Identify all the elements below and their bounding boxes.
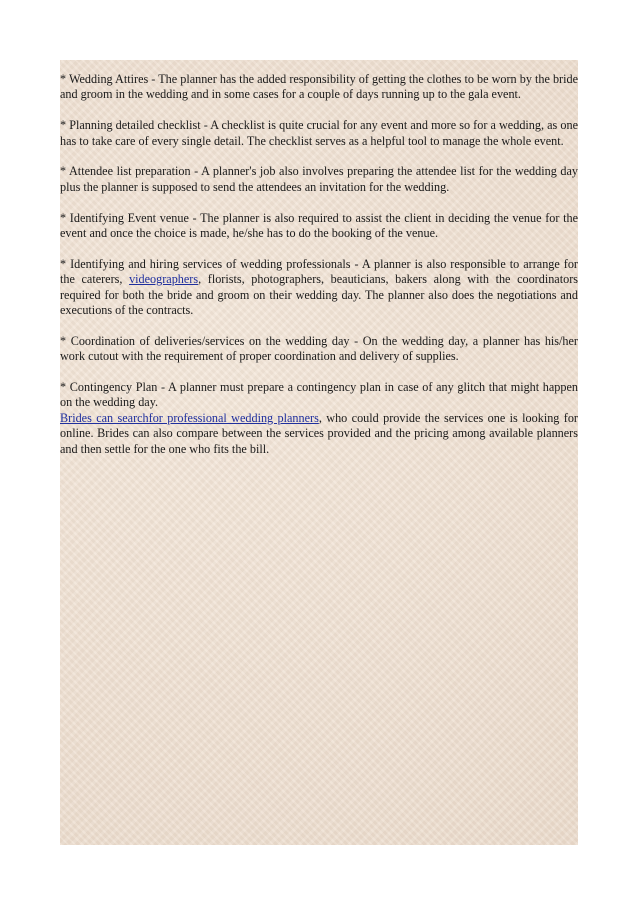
- paragraph-contingency-plan: * Contingency Plan - A planner must prepare a contingency plan in case of any glitch that might happen on the wedding day.: [60, 380, 578, 410]
- article-body: [60, 72, 578, 472]
- paragraph-event-venue: * Identifying Event venue - The planner is also required to assist the client in deciding the venue for the event and once the choice is made, he/she has to do the booking of the venue.: [60, 210, 578, 241]
- paragraph-text: , florists, photographers, beauticians, bakers along with the coordinators required for both the bride and groom on their wedding day. The planner also does the negotiations and executions of the contracts.: [60, 272, 578, 318]
- paragraph-text: * Identifying and hiring services of wedding professionals - A planner is also responsible to arrange for the caterers,: [60, 256, 578, 287]
- paragraph-wedding-attires: * Wedding Attires - The planner has the added responsibility of getting the clothes to be worn by the bride and groom in the wedding and in some cases for a couple of days running up to the gala event.: [60, 72, 578, 102]
- paragraph-coordination-deliveries: * Coordination of deliveries/services on the wedding day - On the wedding day, a planner has his/her work cutout with the requirement of proper coordination and delivery of supplies.: [60, 333, 578, 364]
- videographers-link[interactable]: videographers: [129, 272, 199, 287]
- textured-page: [60, 60, 578, 845]
- paragraph-text: , who could provide the services one is looking for online. Brides can also compare between the services provided and the pricing among available planners and then settle for the one who fits the bill.: [60, 410, 578, 456]
- paragraph-attendee-list: * Attendee list preparation - A planner's job also involves preparing the attendee list for the wedding day plus the planner is supposed to send the attendees an invitation for the wedding.: [60, 164, 578, 194]
- paragraph-planning-checklist: * Planning detailed checklist - A checklist is quite crucial for any event and more so for a wedding, as one has to take care of every single detail. The checklist serves as a helpful tool to manage the whole event.: [60, 118, 578, 148]
- paragraph-wedding-professionals: [60, 257, 578, 319]
- paragraph-search-planners: [60, 411, 578, 457]
- search-wedding-planners-link[interactable]: Brides can searchfor professional wedding planners: [60, 410, 319, 425]
